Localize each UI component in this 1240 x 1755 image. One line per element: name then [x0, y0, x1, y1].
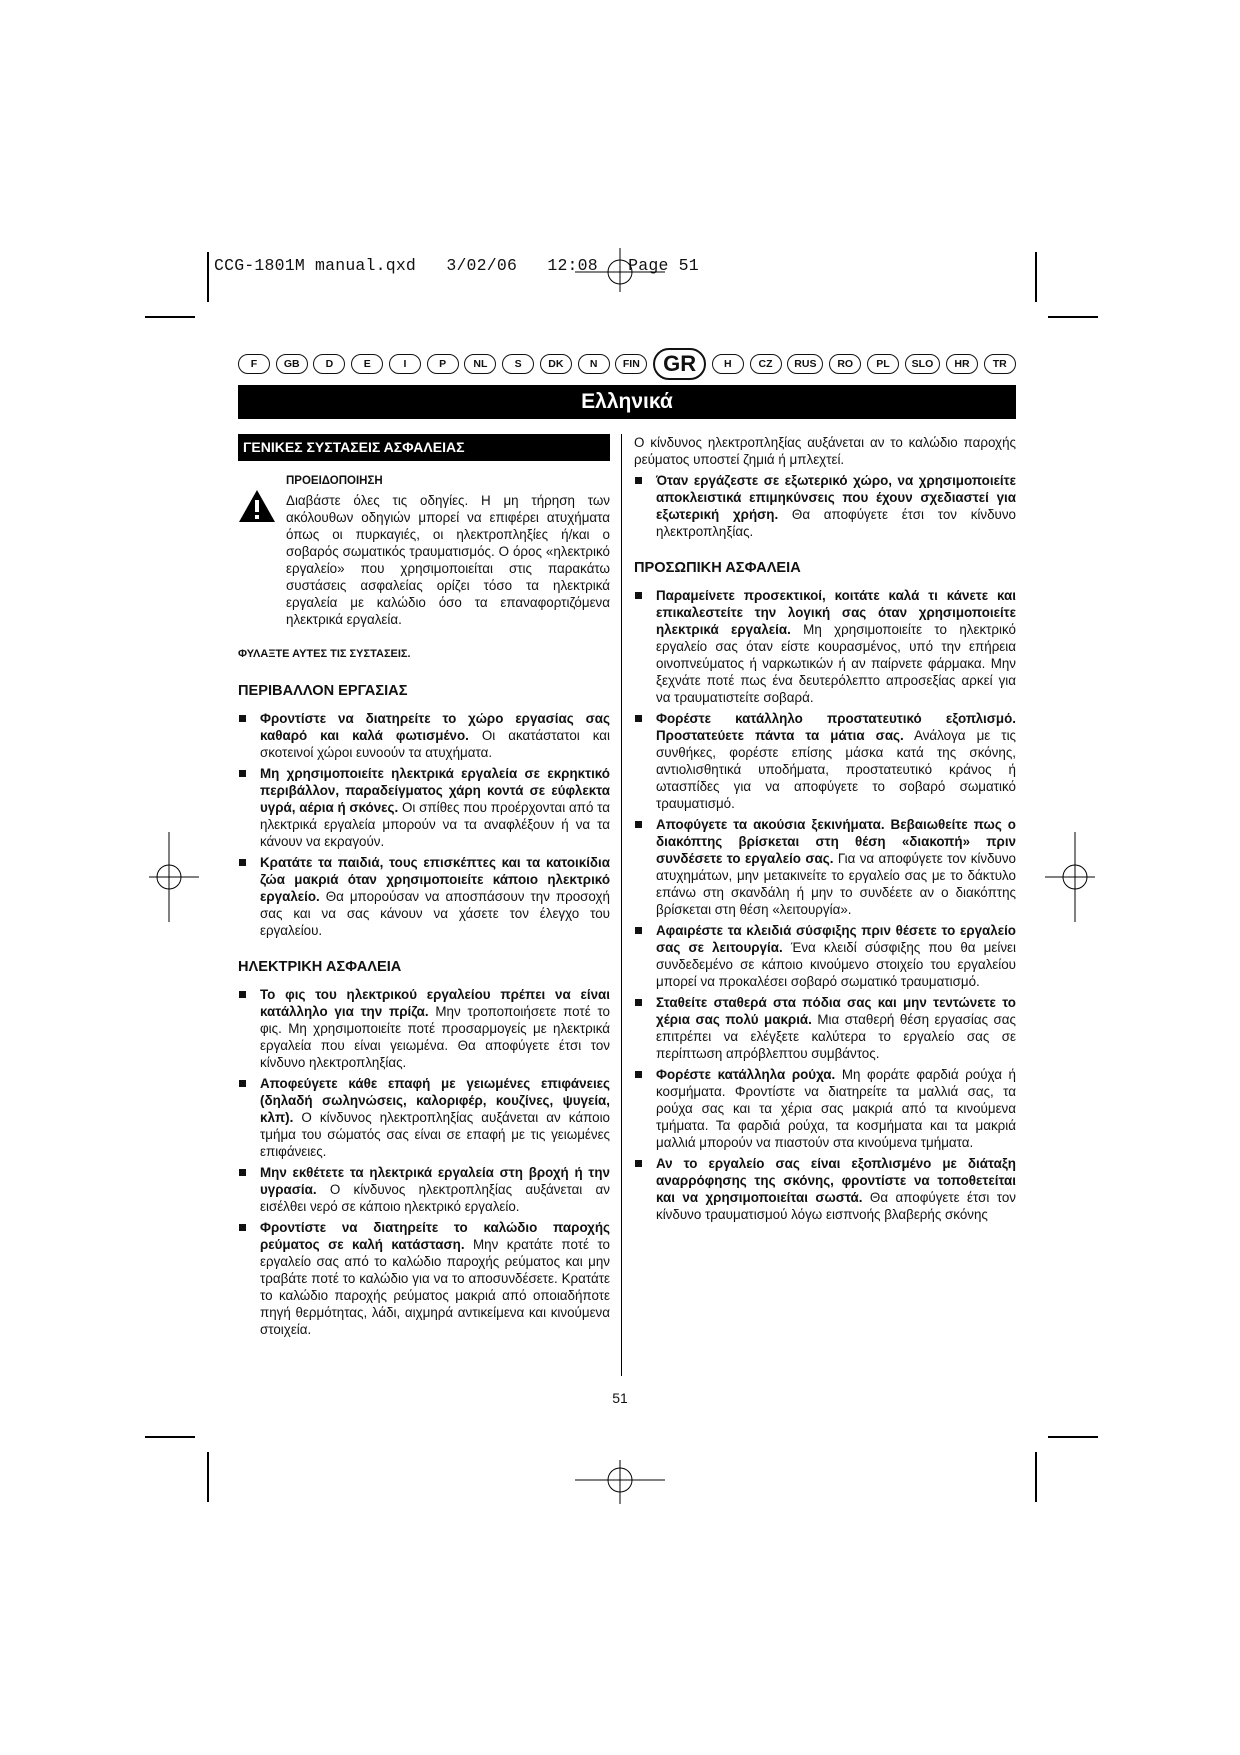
- work-area-list: [238, 710, 610, 939]
- crop-mark: [1048, 316, 1098, 318]
- crop-mark: [145, 316, 195, 318]
- language-tab-hr[interactable]: HR: [946, 354, 978, 374]
- list-item: Παραμείνετε προσεκτικοί, κοιτάτε καλά τι κάνετε και επικαλεστείτε την λογική σας όταν χρησιμοποιείτε ηλεκτρικά εργαλεία. Μη χρησιμοποιείτε το ηλεκτρικό εργαλείο σας όταν είστε κουρασμένος, υπό την επήρεια οινοπνεύματος ή ναρκωτικών ή αν παίρνετε φάρμακα. Μην ξεχνάτε ποτέ πως ένα δευτερόλεπτο απροσεξίας αρκεί για να τραυματιστείτε σοβαρά.: [634, 587, 1016, 706]
- right-column: [634, 434, 1016, 1227]
- language-tab-cz[interactable]: CZ: [750, 354, 782, 374]
- heading-personal-safety: ΠΡΟΣΩΠΙΚΗ ΑΣΦΑΛΕΙΑ: [634, 560, 801, 576]
- warning-block: [238, 473, 610, 628]
- section-bar-general-safety: ΓΕΝΙΚΕΣ ΣΥΣΤΑΣΕΙΣ ΑΣΦΑΛΕΙΑΣ: [238, 434, 610, 461]
- list-item: Μην εκθέτετε τα ηλεκτρικά εργαλεία στη βροχή ή την υγρασία. Ο κίνδυνος ηλεκτροπληξίας αυξάνεται αν εισέλθει νερό σε κάποιο ηλεκτρικό εργαλείο.: [238, 1164, 610, 1215]
- language-tab-nl[interactable]: NL: [464, 354, 496, 374]
- language-tab-rus[interactable]: RUS: [787, 354, 823, 374]
- list-item: Αν το εργαλείο σας είναι εξοπλισμένο με διάταξη αναρρόφησης της σκόνης, φροντίστε να τοποθετείται και να χρησιμοποιείται σωστά. Θα αποφύγετε έτσι τον κίνδυνο τραυματισμού λόγω εισπνοής βλαβερής σκόνης: [634, 1155, 1016, 1223]
- heading-electrical-safety: ΗΛΕΚΤΡΙΚΗ ΑΣΦΑΛΕΙΑ: [238, 959, 402, 975]
- language-tab-tr[interactable]: TR: [984, 354, 1016, 374]
- list-item: Όταν εργάζεστε σε εξωτερικό χώρο, να χρησιμοποιείτε αποκλειστικά επιμηκύνσεις που έχουν σχεδιαστεί για εξωτερική χρήση. Θα αποφύγετε έτσι τον κίνδυνο ηλεκτροπληξίας.: [634, 472, 1016, 540]
- language-tab-dk[interactable]: DK: [540, 354, 572, 374]
- left-column: [238, 434, 610, 1342]
- print-slug-line: CCG-1801M manual.qxd 3/02/06 12:08 Page 51: [214, 256, 699, 275]
- list-item: Κρατάτε τα παιδιά, τους επισκέπτες και τα κατοικίδια ζώα μακριά όταν χρησιμοποιείτε κάποιο ηλεκτρικό εργαλείο. Θα μπορούσαν να αποσπάσουν την προσοχή σας και να σας κάνουν να χάσετε τον έλεγχο του εργαλείου.: [238, 854, 610, 939]
- language-tab-i[interactable]: I: [389, 354, 421, 374]
- list-item: Αποφεύγετε κάθε επαφή με γειωμένες επιφάνειες (δηλαδή σωληνώσεις, καλοριφέρ, κουζίνες, ψυγεία, κλπ). Ο κίνδυνος ηλεκτροπληξίας αυξάνεται αν κάποιο τμήμα του σώματός σας είναι σε επαφή με τις γειωμένες επιφάνειες.: [238, 1075, 610, 1160]
- registration-mark-icon: [575, 248, 665, 292]
- list-item: Φροντίστε να διατηρείτε το χώρο εργασίας σας καθαρό και καλά φωτισμένο. Οι ακατάστατοι και σκοτεινοί χώροι ευνοούν τα ατυχήματα.: [238, 710, 610, 761]
- language-tab-h[interactable]: H: [712, 354, 744, 374]
- warning-triangle-icon: [238, 473, 278, 628]
- page-number: 51: [612, 1390, 628, 1406]
- outdoor-list: [634, 472, 1016, 540]
- language-tab-n[interactable]: N: [578, 354, 610, 374]
- heading-work-area: ΠΕΡΙΒΑΛΛΟΝ ΕΡΓΑΣΙΑΣ: [238, 683, 408, 699]
- warning-title: ΠΡΟΕΙΔΟΠΟΙΗΣΗ: [286, 475, 383, 487]
- language-tab-d[interactable]: D: [313, 354, 345, 374]
- language-tab-pl[interactable]: PL: [867, 354, 899, 374]
- language-tab-e[interactable]: E: [351, 354, 383, 374]
- language-tab-fin[interactable]: FIN: [615, 354, 647, 374]
- crop-mark: [207, 252, 209, 302]
- list-item: Το φις του ηλεκτρικού εργαλείου πρέπει να είναι κατάλληλο για την πρίζα. Μην τροποποιήσετε ποτέ το φις. Μη χρησιμοποιείτε ποτέ προσαρμογείς με ηλεκτρικά εργαλεία που είναι γειωμένα. Θα αποφύγετε έτσι τον κίνδυνο ηλεκτροπληξίας.: [238, 986, 610, 1071]
- language-tabs: [238, 348, 1016, 380]
- electrical-safety-list: [238, 986, 610, 1338]
- list-item: Φορέστε κατάλληλα ρούχα. Μη φοράτε φαρδιά ρούχα ή κοσμήματα. Φροντίστε να διατηρείτε τα μαλλιά σας, τα ρούχα σας και τα χέρια σας μακριά από τα κινούμενα τμήματα. Τα φαρδιά ρούχα, τα κοσμήματα και τα μακριά μαλλιά μπορούν να πιαστούν στα κινούμενα τμήματα.: [634, 1066, 1016, 1151]
- crop-mark: [1035, 252, 1037, 302]
- language-tab-ro[interactable]: RO: [829, 354, 861, 374]
- registration-mark-icon: [149, 832, 199, 922]
- list-item: Φορέστε κατάλληλο προστατευτικό εξοπλισμό. Προστατεύετε πάντα τα μάτια σας. Ανάλογα με τις συνθήκες, φορέστε επίσης μάσκα κατά της σκόνης, αντιολισθητικά υποδήματα, προστατευτικό κράνος ή ωτασπίδες για να αποφύγετε το σοβαρό σωματικό τραυματισμό.: [634, 710, 1016, 812]
- crop-mark: [207, 1452, 209, 1502]
- list-item: Φροντίστε να διατηρείτε το καλώδιο παροχής ρεύματος σε καλή κατάσταση. Μην κρατάτε ποτέ το εργαλείο σας από το καλώδιο παροχής ρεύματος και μην τραβάτε ποτέ το καλώδιο για να το αποσυνδέσετε. Κρατάτε το καλώδιο παροχής ρεύματος μακριά από οποιαδήποτε πηγή θερμότητας, λάδι, αιχμηρά αντικείμενα και κινούμενα στοιχεία.: [238, 1219, 610, 1338]
- language-tab-slo[interactable]: SLO: [905, 354, 941, 374]
- language-tab-gr[interactable]: GR: [653, 348, 706, 380]
- language-tab-s[interactable]: S: [502, 354, 534, 374]
- list-item: Μη χρησιμοποιείτε ηλεκτρικά εργαλεία σε εκρηκτικό περιβάλλον, παραδείγματος χάρη κοντά σε εύφλεκτα υγρά, αέρια ή σκόνες. Οι σπίθες που προέρχονται από τα ηλεκτρικά εργαλεία μπορούν να τα αναφλέξουν ή να τα κάνουν να εκραγούν.: [238, 765, 610, 850]
- list-item: Σταθείτε σταθερά στα πόδια σας και μην τεντώνετε το χέρια σας πολύ μακριά. Μια σταθερή θέση εργασίας σας επιτρέπει να ελέγξετε καλύτερα το εργαλείο σας σε περίπτωση απρόβλεπτου συμβάντος.: [634, 994, 1016, 1062]
- crop-mark: [145, 1436, 195, 1438]
- language-tab-gb[interactable]: GB: [276, 354, 308, 374]
- warning-text: Διαβάστε όλες τις οδηγίες. Η μη τήρηση των ακόλουθων οδηγιών μπορεί να επιφέρει ατυχήματα όπως οι πυρκαγιές, οι ηλεκτροπληξίες ή/και ο σοβαρός σωματικός τραυματισμός. Ο όρος «ηλεκτρικό εργαλείο» που χρησιμοποιείται στις παρακάτω συστάσεις ασφαλείας ορίζει τόσο τα ηλεκτρικά εργαλεία με καλώδιο όσο τα επαναφορτιζόμενα ηλεκτρικά εργαλεία.: [286, 493, 610, 627]
- registration-mark-icon: [575, 1460, 665, 1504]
- list-item: Αποφύγετε τα ακούσια ξεκινήματα. Βεβαιωθείτε πως ο διακόπτης βρίσκεται στη θέση «διακοπή» πριν συνδέσετε το εργαλείο σας. Για να αποφύγετε τον κίνδυνο ατυχημάτων, μην μετακινείτε το εργαλείο σας με το δάκτυλο επάνω στη σκανδάλη ή μην το συνδέετε αν ο διακόπτης βρίσκεται στη θέση «λειτουργία».: [634, 816, 1016, 918]
- personal-safety-list: [634, 587, 1016, 1223]
- language-tab-p[interactable]: P: [427, 354, 459, 374]
- language-tab-f[interactable]: F: [238, 354, 270, 374]
- column-divider: [621, 434, 622, 1376]
- crop-mark: [1048, 1436, 1098, 1438]
- keep-instructions-note: ΦΥΛΑΞΤΕ ΑΥΤΕΣ ΤΙΣ ΣΥΣΤΑΣΕΙΣ.: [238, 648, 411, 660]
- list-item: Αφαιρέστε τα κλειδιά σύσφιξης πριν θέσετε το εργαλείο σας σε λειτουργία. Ένα κλειδί σύσφιξης που θα μείνει συνδεδεμένο σε κάποιο κινούμενο στοιχείο του εργαλείου μπορεί να προκαλέσει σοβαρό σωματικό τραυματισμό.: [634, 922, 1016, 990]
- continued-text: Ο κίνδυνος ηλεκτροπληξίας αυξάνεται αν το καλώδιο παροχής ρεύματος υποστεί ζημιά ή μπλεχτεί.: [634, 435, 1016, 467]
- crop-mark: [1035, 1452, 1037, 1502]
- page-title: Ελληνικά: [238, 385, 1016, 419]
- registration-mark-icon: [1045, 832, 1095, 922]
